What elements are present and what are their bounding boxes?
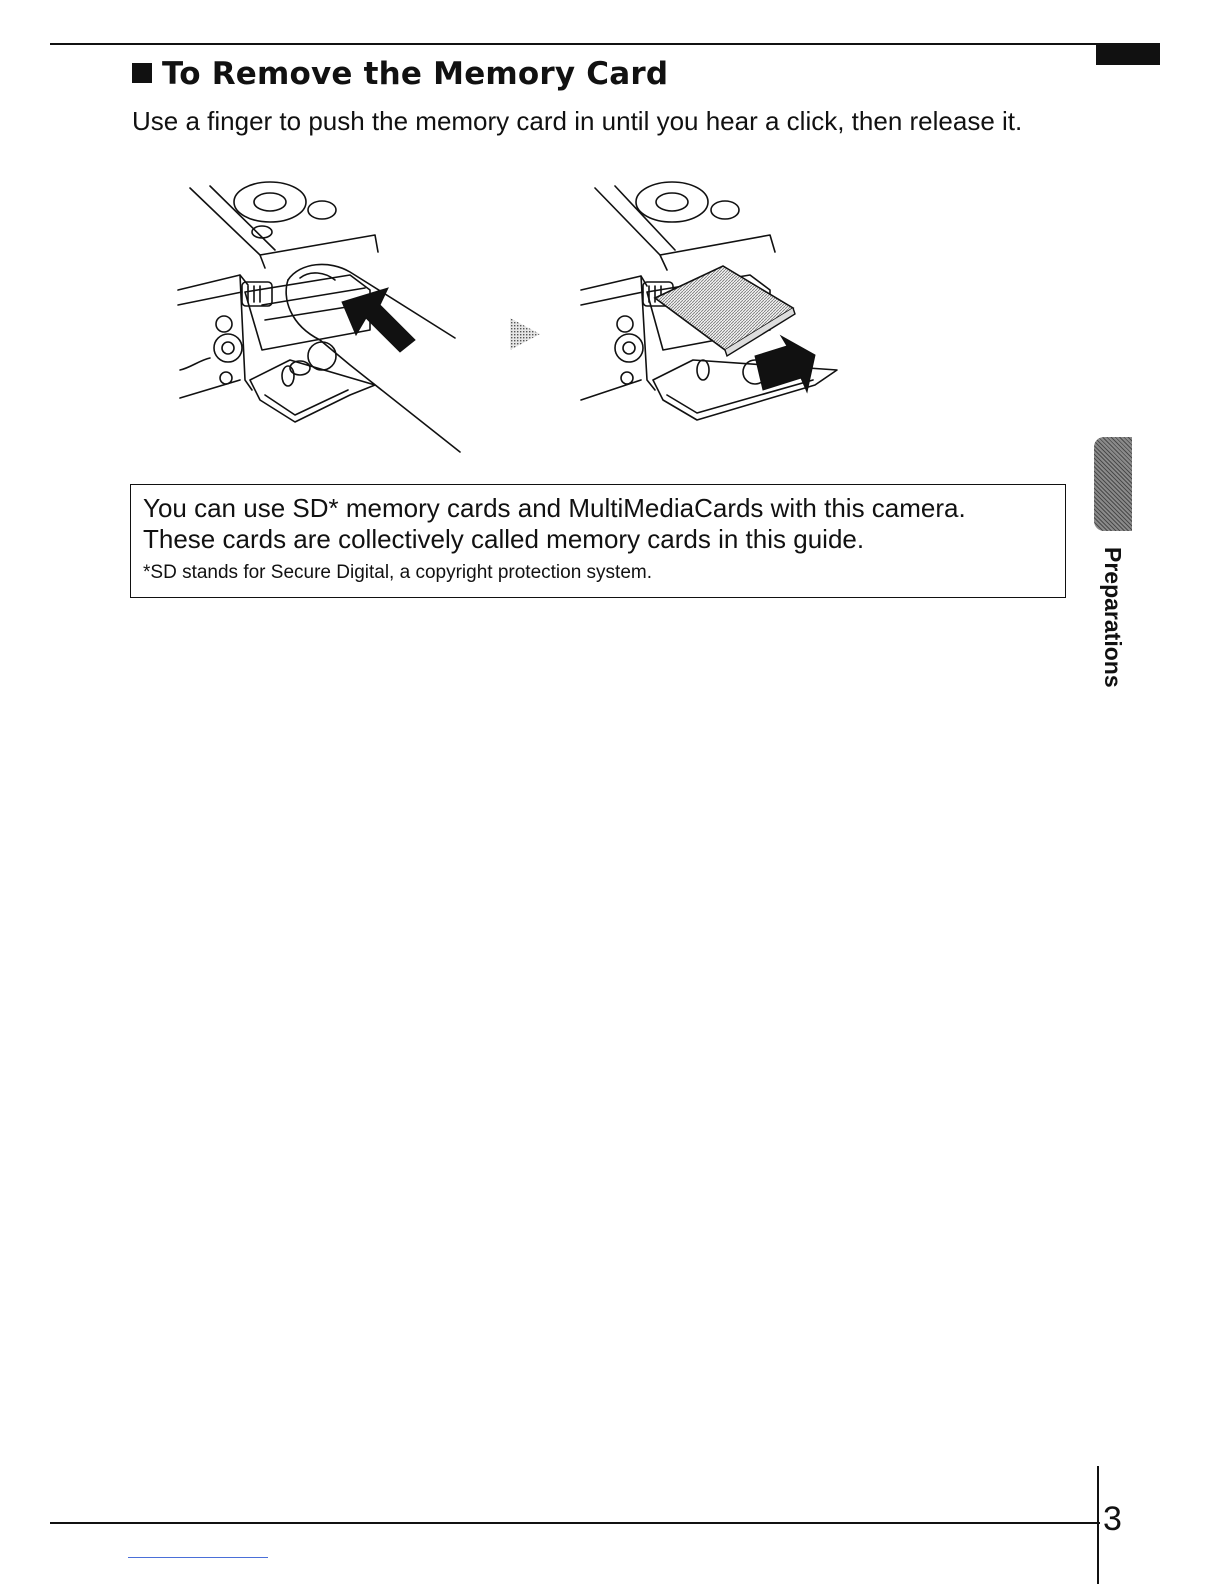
side-chapter-tab xyxy=(1094,437,1132,531)
black-square-icon xyxy=(132,63,152,83)
push-card-illustration xyxy=(170,180,490,460)
arrow-icon xyxy=(342,288,415,352)
note-box xyxy=(130,484,1066,598)
section-title-text: To Remove the Memory Card xyxy=(162,56,669,92)
triangle-right-icon xyxy=(508,316,542,352)
chapter-marker xyxy=(1096,45,1160,65)
eject-card-illustration xyxy=(575,180,845,430)
section-title xyxy=(132,56,668,92)
bottom-vertical-rule xyxy=(1097,1466,1099,1584)
bottom-rule xyxy=(50,1522,1100,1524)
note-line-1: You can use SD* memory cards and MultiMediaCards with this camera. xyxy=(143,493,966,523)
instruction-text: Use a finger to push the memory card in until you hear a click, then release it. xyxy=(132,106,1023,136)
side-chapter-label: Preparations xyxy=(1100,547,1126,688)
arrow-icon xyxy=(755,336,815,392)
footnote-link-rule xyxy=(128,1557,268,1558)
page-number: 3 xyxy=(1103,1500,1122,1538)
top-rule xyxy=(50,43,1160,45)
note-footnote: *SD stands for Secure Digital, a copyright protection system. xyxy=(143,562,653,583)
note-line-2: These cards are collectively called memory cards in this guide. xyxy=(143,524,865,554)
